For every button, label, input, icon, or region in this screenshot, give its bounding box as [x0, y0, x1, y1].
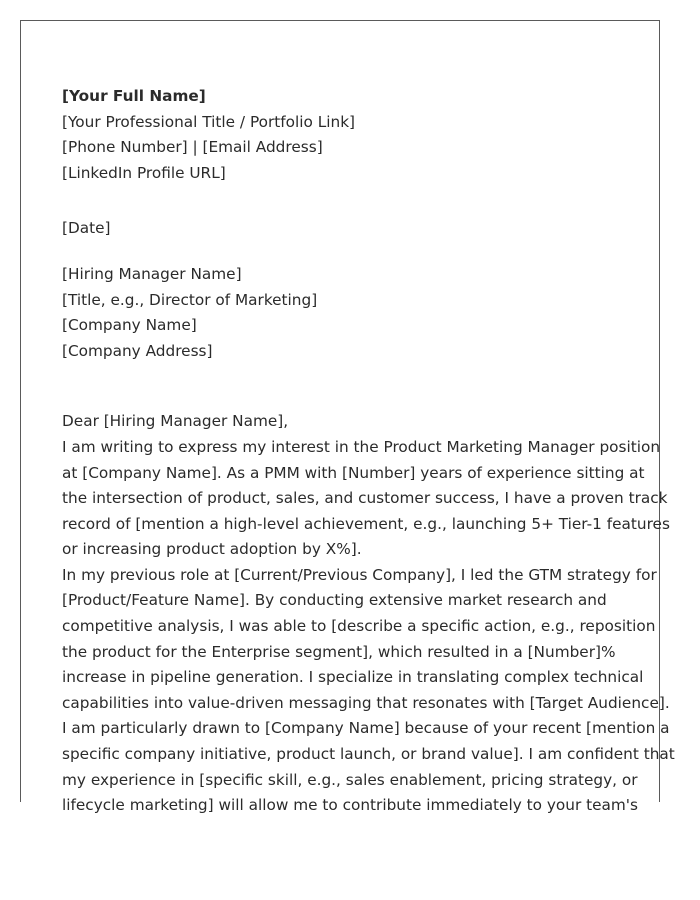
sender-full-name: [Your Full Name]: [62, 87, 206, 105]
paragraph-line: the intersection of product, sales, and customer success, I have a proven track: [62, 489, 668, 508]
recipient-company: [Company Name]: [62, 316, 197, 335]
recipient-address: [Company Address]: [62, 341, 213, 360]
salutation: Dear [Hiring Manager Name],: [62, 412, 289, 431]
paragraph-line: competitive analysis, I was able to [describe a specific action, e.g., reposition: [62, 617, 656, 636]
paragraph-line: In my previous role at [Current/Previous Company], I led the GTM strategy for: [62, 565, 657, 584]
paragraph-line: I am writing to express my interest in the Product Marketing Manager position: [62, 437, 661, 456]
paragraph-line: my experience in [specific skill, e.g., sales enablement, pricing strategy, or: [62, 770, 638, 789]
sender-title-portfolio: [Your Professional Title / Portfolio Link]: [62, 112, 356, 131]
recipient-name: [Hiring Manager Name]: [62, 264, 242, 283]
paragraph-line: capabilities into value-driven messaging that resonates with [Target Audience].: [62, 693, 670, 712]
sender-phone-email: [Phone Number] | [Email Address]: [62, 138, 323, 157]
body-paragraph-2: [62, 563, 670, 717]
paragraph-line: increase in pipeline generation. I specialize in translating complex technical: [62, 668, 644, 687]
paragraph-line: the product for the Enterprise segment], which resulted in a [Number]%: [62, 642, 616, 661]
sender-linkedin: [LinkedIn Profile URL]: [62, 163, 226, 182]
paragraph-line: specific company initiative, product launch, or brand value]. I am confident that: [62, 745, 675, 764]
document-page: [20, 20, 675, 815]
paragraph-line: lifecycle marketing] will allow me to contribute immediately to your team's: [62, 796, 638, 815]
paragraph-line: record of [mention a high-level achievement, e.g., launching 5+ Tier-1 features: [62, 514, 670, 533]
paragraph-line: I am particularly drawn to [Company Name] because of your recent [mention a: [62, 719, 670, 738]
paragraph-line: at [Company Name]. As a PMM with [Number] years of experience sitting at: [62, 463, 645, 482]
letter-date: [Date]: [62, 218, 111, 237]
paragraph-line: or increasing product adoption by X%].: [62, 540, 362, 559]
recipient-title: [Title, e.g., Director of Marketing]: [62, 290, 318, 309]
paragraph-line: [Product/Feature Name]. By conducting extensive market research and: [62, 591, 607, 610]
cover-letter-content: [62, 84, 675, 819]
body-paragraph-1: [62, 435, 670, 563]
body-paragraph-3: [62, 716, 675, 818]
